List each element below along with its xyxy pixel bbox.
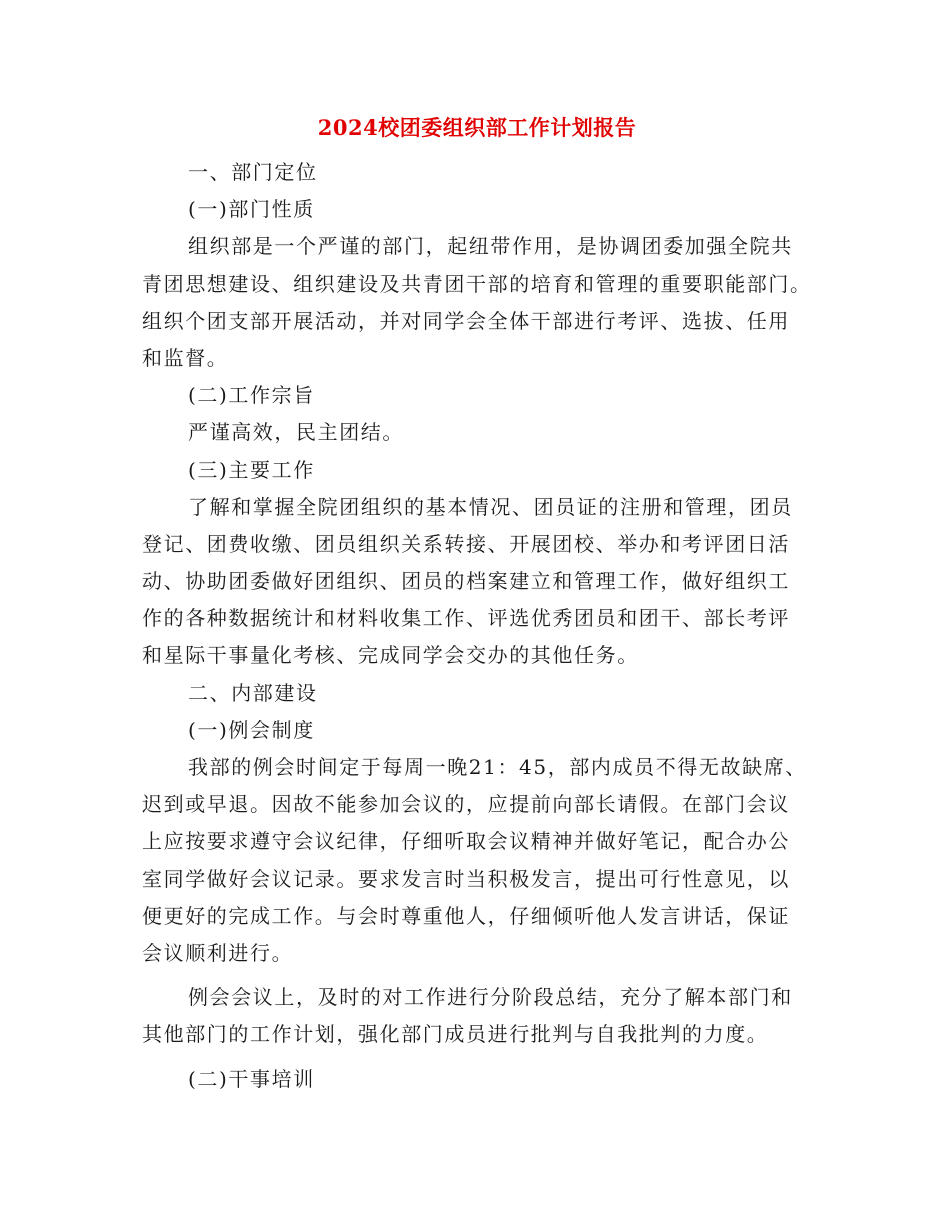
text-line: 迟到或早退。因故不能参加会议的，应提前向部长请假。在部门会议: [142, 792, 790, 817]
text-line: 便更好的完成工作。与会时尊重他人，仔细倾听他人发言讲话，保证: [142, 903, 790, 928]
document-page: [142, 112, 812, 1098]
section-heading-1: [142, 154, 812, 191]
text-line: 上应按要求遵守会议纪律，仔细听取会议精神并做好笔记，配合办公: [142, 829, 790, 854]
section-heading-2: [142, 675, 812, 712]
text-line: 和星际干事量化考核、完成同学会交办的其他任务。: [142, 643, 639, 668]
subheading-2-1: [142, 712, 812, 749]
text-line: 其他部门的工作计划，强化部门成员进行批判与自我批判的力度。: [142, 1022, 769, 1047]
text-line: 青团思想建设、组织建设及共青团干部的培育和管理的重要职能部门。: [142, 271, 812, 296]
text-line: (三)主要工作: [188, 457, 315, 482]
text-line: 我部的例会时间定于每周一晚21：45，部内成员不得无故缺席、: [188, 755, 807, 779]
paragraph-department-nature: [142, 228, 812, 377]
subheading-1-2: [142, 377, 812, 414]
text-line: 作的各种数据统计和材料收集工作、评选优秀团员和团干、部长考评: [142, 606, 790, 631]
text-line: 会议顺利进行。: [142, 940, 294, 965]
text-line: 和监督。: [142, 345, 229, 370]
subheading-2-2: [142, 1061, 812, 1098]
text-line: 二、内部建设: [188, 680, 318, 705]
document-title: 2024校团委组织部工作计划报告: [317, 115, 637, 140]
text-line: 组织个团支部开展活动，并对同学会全体干部进行考评、选拔、任用: [142, 308, 790, 333]
subheading-1-3: [142, 452, 812, 489]
text-line: 严谨高效，民主团结。: [188, 420, 404, 445]
text-line: 室同学做好会议记录。要求发言时当积极发言，提出可行性意见，以: [142, 866, 790, 891]
text-line: 动、协助团委做好团组织、团员的档案建立和管理工作，做好组织工: [142, 569, 790, 594]
text-line: 例会会议上，及时的对工作进行分阶段总结，充分了解本部门和: [188, 985, 793, 1010]
text-line: (一)例会制度: [188, 717, 315, 742]
text-line: (一)部门性质: [188, 197, 315, 222]
text-line: 一、部门定位: [188, 160, 318, 184]
text-line: (二)干事培训: [188, 1066, 315, 1091]
paragraph-work-tenet: [142, 414, 812, 451]
text-line: 组织部是一个严谨的部门，起纽带作用，是协调团委加强全院共: [188, 234, 793, 259]
text-line: 登记、团费收缴、团员组织关系转接、开展团校、举办和考评团日活: [142, 531, 790, 556]
paragraph-main-work: [142, 489, 812, 675]
text-line: (二)工作宗旨: [188, 383, 315, 408]
subheading-1-1: [142, 191, 812, 228]
text-line: 了解和掌握全院团组织的基本情况、团员证的注册和管理，团员: [188, 494, 793, 519]
paragraph-meeting-system: [142, 749, 812, 972]
paragraph-meeting-summary: [142, 979, 812, 1053]
